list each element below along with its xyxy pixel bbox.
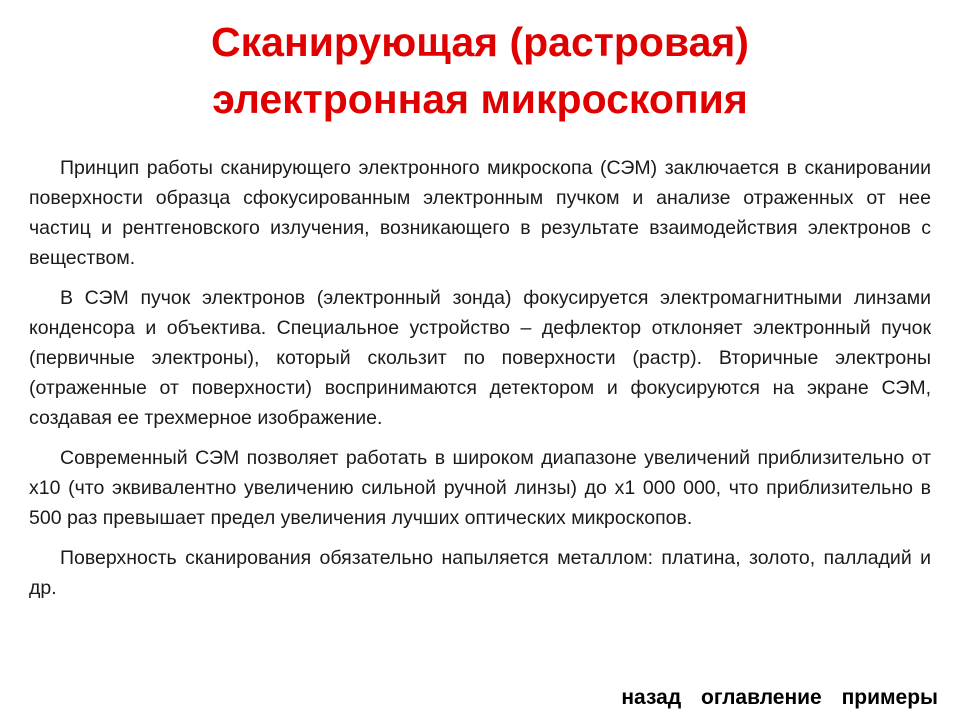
slide-title-line-2: электронная микроскопия	[212, 76, 748, 122]
examples-link[interactable]: примеры	[841, 686, 938, 709]
slide-body	[29, 153, 931, 613]
back-link[interactable]: назад	[621, 686, 682, 709]
paragraph-principle: Принцип работы сканирующего электронного микроскопа (СЭМ) заключается в сканировании поверхности образца сфокусированным электронным пучком и анализе отраженных от нее частиц и рентгеновского излучения, возникающего в результате взаимодействия электронов с веществом.	[29, 157, 931, 269]
paragraph-coating: Поверхность сканирования обязательно напыляется металлом: платина, золото, палладий и др.	[29, 547, 931, 599]
contents-link[interactable]: оглавление	[701, 686, 822, 709]
paragraph-beam: В СЭМ пучок электронов (электронный зонда) фокусируется электромагнитными линзами конденсора и объектива. Специальное устройство – дефлектор отклоняет электронный пучок (первичные электроны), который скользит по поверхности (растр). Вторичные электроны (отраженные от поверхности) воспринимаются детектором и фокусируются на экране СЭМ, создавая ее трехмерное изображение.	[29, 287, 931, 429]
navigation-links	[621, 684, 938, 712]
paragraph-magnification: Современный СЭМ позволяет работать в широком диапазоне увеличений приблизительно от х10 (что эквивалентно увеличению сильной ручной линзы) до х1 000 000, что приблизительно в 500 раз превышает предел увеличения лучших оптических микроскопов.	[29, 447, 931, 529]
slide-title-line-1: Сканирующая (растровая)	[211, 19, 749, 65]
slide-title	[0, 14, 960, 128]
